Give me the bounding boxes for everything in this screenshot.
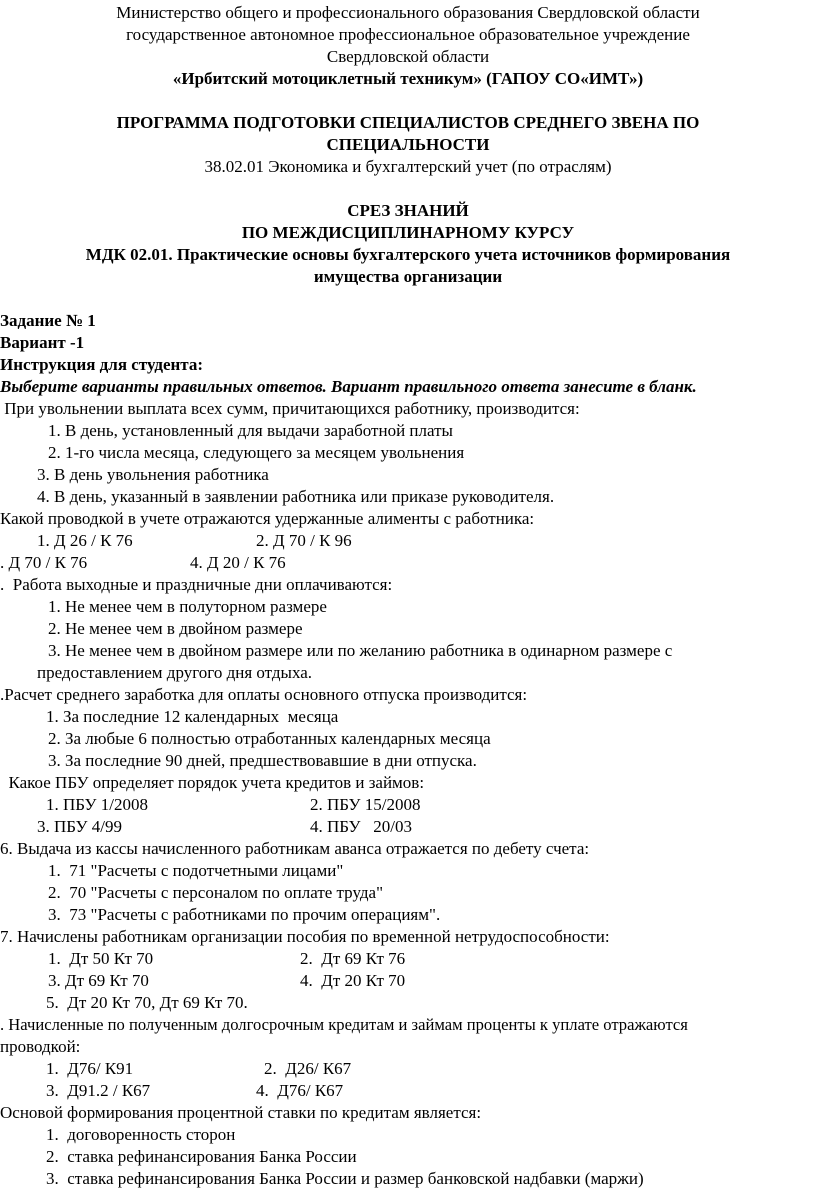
program-title-line2: СПЕЦИАЛЬНОСТИ: [326, 135, 490, 154]
q2-answer-2: 2. Д 70 / К 96: [256, 531, 352, 550]
course-title-line2: имущества организации: [313, 267, 503, 286]
q2-answer-1: 1. Д 26 / К 76: [37, 531, 133, 550]
q8-answer-4: 4. Д76/ К67: [256, 1081, 344, 1100]
q6-answer-1: 1. 71 "Расчеты с подотчетными лицами": [48, 861, 344, 880]
question-7: 7. Начислены работникам организации пособия по временной нетрудоспособности:: [0, 927, 610, 946]
instruction-text: Выберите варианты правильных ответов. Вариант правильного ответа занесите в бланк.: [0, 377, 697, 396]
q8-answers-row-2: [0, 1080, 816, 1102]
question-1: При увольнении выплата всех сумм, причитающихся работнику, производится:: [0, 399, 580, 418]
program-title-line1: ПРОГРАММА ПОДГОТОВКИ СПЕЦИАЛИСТОВ СРЕДНЕГО ЗВЕНА ПО: [116, 113, 700, 132]
task-number: Задание № 1: [0, 311, 96, 330]
q6-answer-2: 2. 70 "Расчеты с персоналом по оплате труда": [48, 883, 384, 902]
q7-answer-4: 4. Дт 20 Кт 70: [300, 971, 406, 990]
q3-answer-3-continued: предоставлением другого дня отдыха.: [37, 663, 313, 682]
q7-answer-5: 5. Дт 20 Кт 70, Дт 69 Кт 70.: [46, 993, 248, 1012]
q8-answer-2: 2. Д26/ К67: [264, 1059, 352, 1078]
q3-answer-1: 1. Не менее чем в полуторном размере: [48, 597, 327, 616]
q7-answers-row-1: [0, 948, 816, 970]
q7-answer-3: 3. Дт 69 Кт 70: [48, 971, 149, 990]
q3-answer-3: 3. Не менее чем в двойном размере или по желанию работника в одинарном размере с: [48, 641, 673, 660]
q5-answer-3: 3. ПБУ 4/99: [37, 817, 122, 836]
q4-answer-3: 3. За последние 90 дней, предшествовавшие в дни отпуска.: [48, 751, 477, 770]
q7-answers-row-2: [0, 970, 816, 992]
task-variant: Вариант -1: [0, 333, 85, 352]
q5-answer-4: 4. ПБУ 20/03: [310, 817, 412, 836]
q1-answer-4: 4. В день, указанный в заявлении работника или приказе руководителя.: [37, 487, 555, 506]
question-8: . Начисленные по полученным долгосрочным кредитам и займам проценты к уплате отражаются: [0, 1015, 688, 1034]
question-9: Основой формирования процентной ставки по кредитам является:: [0, 1103, 482, 1122]
q8-answer-3: 3. Д91.2 / К67: [46, 1081, 151, 1100]
q8-answer-1: 1. Д76/ К91: [46, 1059, 134, 1078]
document-page: [0, 2, 816, 1190]
q5-answers-row-2: [0, 816, 816, 838]
q2-answers-row-1: [0, 530, 816, 552]
instruction-label: Инструкция для студента:: [0, 355, 204, 374]
q4-answer-1: 1. За последние 12 календарных месяца: [46, 707, 339, 726]
q4-answer-2: 2. За любые 6 полностью отработанных календарных месяца: [48, 729, 491, 748]
q9-answer-3: 3. ставка рефинансирования Банка России и размер банковской надбавки (маржи): [46, 1169, 644, 1188]
q1-answer-3: 3. В день увольнения работника: [37, 465, 269, 484]
q3-answer-2: 2. Не менее чем в двойном размере: [48, 619, 303, 638]
q9-answer-2: 2. ставка рефинансирования Банка России: [46, 1147, 357, 1166]
question-3: . Работа выходные и праздничные дни оплачиваются:: [0, 575, 393, 594]
question-5: Какое ПБУ определяет порядок учета кредитов и займов:: [0, 773, 425, 792]
question-4: .Расчет среднего заработка для оплаты основного отпуска производится:: [0, 685, 528, 704]
q7-answer-1: 1. Дт 50 Кт 70: [48, 949, 154, 968]
header-ministry: Министерство общего и профессионального образования Свердловской области: [116, 3, 700, 22]
header-institution-name: «Ирбитский мотоциклетный техникум» (ГАПОУ СО«ИМТ»): [172, 69, 644, 88]
header-institution-type: государственное автономное профессиональное образовательное учреждение: [126, 25, 690, 44]
q2-answer-4: 4. Д 20 / К 76: [190, 553, 286, 572]
q9-answer-1: 1. договоренность сторон: [46, 1125, 236, 1144]
q7-answer-2: 2. Дт 69 Кт 76: [300, 949, 406, 968]
q6-answer-3: 3. 73 "Расчеты с работниками по прочим операциям".: [48, 905, 441, 924]
question-8-continued: проводкой:: [0, 1037, 81, 1056]
question-6: 6. Выдача из кассы начисленного работникам аванса отражается по дебету счета:: [0, 839, 590, 858]
q8-answers-row-1: [0, 1058, 816, 1080]
q5-answers-row-1: [0, 794, 816, 816]
question-2: Какой проводкой в учете отражаются удержанные алименты с работника:: [0, 509, 535, 528]
course-title-line1: МДК 02.01. Практические основы бухгалтерского учета источников формирования: [85, 245, 731, 264]
test-title-line2: ПО МЕЖДИСЦИПЛИНАРНОМУ КУРСУ: [241, 223, 575, 242]
q2-answers-row-2: [0, 552, 816, 574]
header-region: Свердловской области: [326, 47, 490, 66]
q1-answer-1: 1. В день, установленный для выдачи заработной платы: [48, 421, 453, 440]
q2-answer-3: . Д 70 / К 76: [0, 553, 88, 572]
q1-answer-2: 2. 1-го числа месяца, следующего за месяцем увольнения: [48, 443, 465, 462]
q5-answer-2: 2. ПБУ 15/2008: [310, 795, 421, 814]
test-title-line1: СРЕЗ ЗНАНИЙ: [347, 201, 469, 220]
q5-answer-1: 1. ПБУ 1/2008: [46, 795, 148, 814]
program-specialty-code: 38.02.01 Экономика и бухгалтерский учет (по отраслям): [204, 157, 612, 176]
